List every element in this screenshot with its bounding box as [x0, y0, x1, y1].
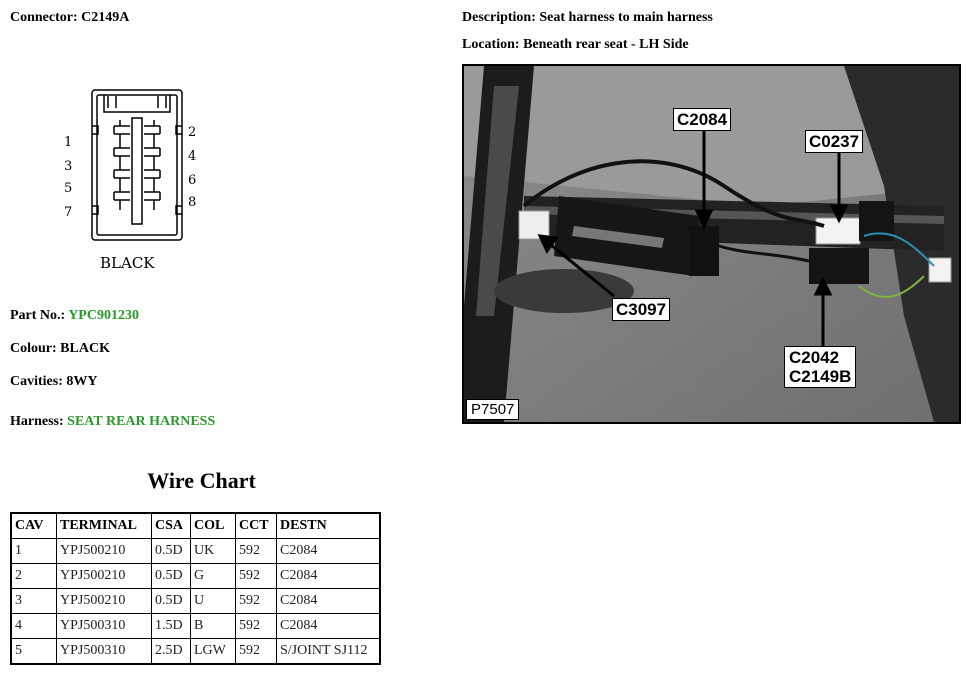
pin-4-label: 4 [188, 149, 197, 164]
cavities-value: 8WY [66, 374, 98, 389]
pin-7-label: 7 [64, 205, 73, 220]
cell-cct: 592 [236, 539, 277, 564]
part-no-field [10, 308, 139, 324]
cell-col: G [191, 564, 236, 589]
pin-1-label: 1 [64, 135, 73, 150]
cell-destn: C2084 [277, 589, 381, 614]
cell-csa: 0.5D [152, 539, 191, 564]
wire-chart-table [10, 512, 381, 665]
cell-terminal: YPJ500210 [57, 539, 152, 564]
cell-cct: 592 [236, 614, 277, 639]
callout-c2042-c2149b [784, 346, 856, 388]
location-value: Beneath rear seat - LH Side [523, 37, 689, 52]
cell-terminal: YPJ500210 [57, 589, 152, 614]
cell-col: LGW [191, 639, 236, 665]
callout-c0237: C0237 [805, 130, 863, 153]
drawing-color-label: BLACK [100, 254, 155, 272]
table-row [11, 614, 380, 639]
cell-terminal: YPJ500310 [57, 614, 152, 639]
header-cav: CAV [11, 513, 57, 539]
connector-face-svg [54, 86, 214, 276]
cell-csa: 1.5D [152, 614, 191, 639]
connector-value: C2149A [81, 10, 130, 25]
location-field [462, 37, 689, 53]
part-no-label: Part No.: [10, 308, 66, 323]
cell-cct: 592 [236, 589, 277, 614]
colour-field [10, 341, 110, 357]
header-cct: CCT [236, 513, 277, 539]
connector-field [10, 10, 129, 26]
cavities-label: Cavities: [10, 374, 63, 389]
cavities-field [10, 374, 98, 390]
cell-csa: 0.5D [152, 589, 191, 614]
cell-cav: 5 [11, 639, 57, 665]
cell-cct: 592 [236, 639, 277, 665]
cell-col: UK [191, 539, 236, 564]
callout-c2042: C2042 [789, 348, 840, 367]
cell-cav: 4 [11, 614, 57, 639]
harness-value[interactable]: SEAT REAR HARNESS [67, 414, 216, 429]
location-label: Location: [462, 37, 520, 52]
cell-csa: 2.5D [152, 639, 191, 665]
photo-id-label: P7507 [466, 399, 519, 420]
callout-c2084: C2084 [673, 108, 731, 131]
cell-col: B [191, 614, 236, 639]
description-label: Description: [462, 10, 536, 25]
cell-cav: 2 [11, 564, 57, 589]
cell-cav: 1 [11, 539, 57, 564]
description-value: Seat harness to main harness [539, 10, 713, 25]
location-photo [462, 64, 961, 424]
cell-cct: 592 [236, 564, 277, 589]
cell-terminal: YPJ500210 [57, 564, 152, 589]
cell-destn: C2084 [277, 564, 381, 589]
colour-value: BLACK [60, 341, 110, 356]
header-csa: CSA [152, 513, 191, 539]
colour-label: Colour: [10, 341, 57, 356]
cell-destn: C2084 [277, 539, 381, 564]
pin-3-label: 3 [64, 159, 73, 174]
pin-5-label: 5 [64, 181, 73, 196]
table-row [11, 639, 380, 665]
cell-csa: 0.5D [152, 564, 191, 589]
table-row [11, 539, 380, 564]
pin-8-label: 8 [188, 195, 197, 210]
connector-face-drawing [54, 86, 214, 281]
cell-destn: C2084 [277, 614, 381, 639]
header-col: COL [191, 513, 236, 539]
cell-terminal: YPJ500310 [57, 639, 152, 665]
connector-label: Connector: [10, 10, 78, 25]
cell-cav: 3 [11, 589, 57, 614]
pin-6-label: 6 [188, 173, 197, 188]
cell-col: U [191, 589, 236, 614]
callout-c3097: C3097 [612, 298, 670, 321]
cell-destn: S/JOINT SJ112 [277, 639, 381, 665]
description-field [462, 10, 713, 26]
harness-label: Harness: [10, 414, 64, 429]
part-no-value[interactable]: YPC901230 [68, 308, 139, 323]
callout-c2149b: C2149B [789, 367, 852, 386]
header-destn: DESTN [277, 513, 381, 539]
table-row [11, 589, 380, 614]
header-terminal: TERMINAL [57, 513, 152, 539]
table-header-row [11, 513, 380, 539]
harness-field [10, 414, 215, 430]
wire-chart-title: Wire Chart [147, 468, 256, 493]
table-row [11, 564, 380, 589]
pin-2-label: 2 [188, 125, 197, 140]
